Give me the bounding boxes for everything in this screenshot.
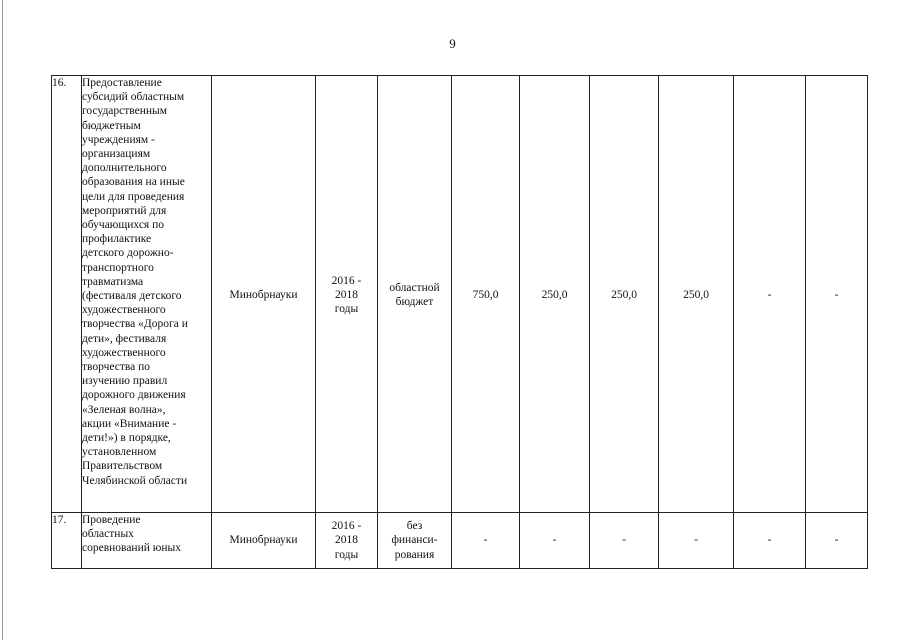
table-row (52, 76, 868, 513)
text-line: учреждениям - (82, 133, 155, 146)
page-number: 9 (449, 36, 456, 51)
text-line: 2016 - (331, 274, 362, 287)
text-line: художественного (82, 346, 166, 359)
text-line: областной (389, 281, 440, 294)
text-line: Челябинской области (82, 474, 188, 487)
text-line: бюджет (395, 296, 434, 308)
text-line: областных (82, 528, 134, 541)
text-line: образования на иные (82, 176, 185, 189)
funding-source (378, 76, 452, 513)
text-line: творчества по (82, 361, 151, 374)
period (316, 513, 378, 569)
text-line: дорожного движения (82, 389, 186, 402)
text-line: Предоставление (82, 77, 162, 89)
text-line: годы (334, 548, 359, 561)
value-col-9: - (734, 513, 806, 569)
text-line: детского дорожно- (82, 247, 174, 260)
text-line: дети», фестиваля (82, 332, 167, 345)
value-total: - (452, 513, 520, 569)
executor: Минобрнауки (212, 76, 316, 513)
value-2016: - (520, 513, 590, 569)
value-col-10: - (806, 76, 868, 513)
text-line: организациям (82, 148, 151, 161)
text-line: творчества «Дорога и (82, 318, 188, 331)
text-line: соревнований юных (82, 542, 181, 555)
text-line: финанси- (391, 534, 438, 547)
text-line: Правительством (82, 460, 163, 473)
row-number: 17. (52, 513, 82, 569)
text-line: 2016 - (331, 520, 362, 533)
text-line: без (406, 520, 423, 533)
value-2018: - (659, 513, 734, 569)
text-line: цели для проведения (82, 190, 185, 203)
value-2017: 250,0 (590, 76, 659, 513)
value-2016: 250,0 (520, 76, 590, 513)
text-line: изучению правил (82, 375, 168, 388)
row-number: 16. (52, 76, 82, 513)
text-line: 2018 (335, 288, 358, 301)
text-line: дополнительного (82, 162, 167, 175)
value-col-9: - (734, 76, 806, 513)
program-activities-table (51, 75, 868, 569)
text-line: государственным (82, 105, 168, 118)
text-line: обучающихся по (82, 219, 164, 232)
text-line: профилактике (82, 233, 152, 246)
value-2017: - (590, 513, 659, 569)
value-2018: 250,0 (659, 76, 734, 513)
text-line: Проведение (82, 514, 141, 526)
funding-source (378, 513, 452, 569)
text-line: «Зеленая волна», (82, 403, 166, 416)
value-col-10: - (806, 513, 868, 569)
period (316, 76, 378, 513)
text-line: годы (334, 303, 359, 316)
value-total: 750,0 (452, 76, 520, 513)
text-line: мероприятий для (82, 204, 167, 217)
text-line: травматизма (82, 275, 144, 288)
text-line: рования (394, 548, 435, 561)
text-line: субсидий областным (82, 91, 185, 104)
text-line: установленном (82, 446, 157, 459)
text-line: дети!») в порядке, (82, 432, 171, 445)
scan-edge-line (2, 0, 3, 640)
executor: Минобрнауки (212, 513, 316, 569)
text-line: акции «Внимание - (82, 417, 177, 430)
text-line: (фестиваля детского (82, 290, 182, 303)
activity-name (82, 513, 212, 569)
text-line: художественного (82, 304, 166, 317)
activity-name (82, 76, 212, 513)
text-line: 2018 (335, 534, 358, 547)
text-line: бюджетным (82, 119, 141, 132)
text-line: транспортного (82, 261, 154, 274)
table-row (52, 513, 868, 569)
